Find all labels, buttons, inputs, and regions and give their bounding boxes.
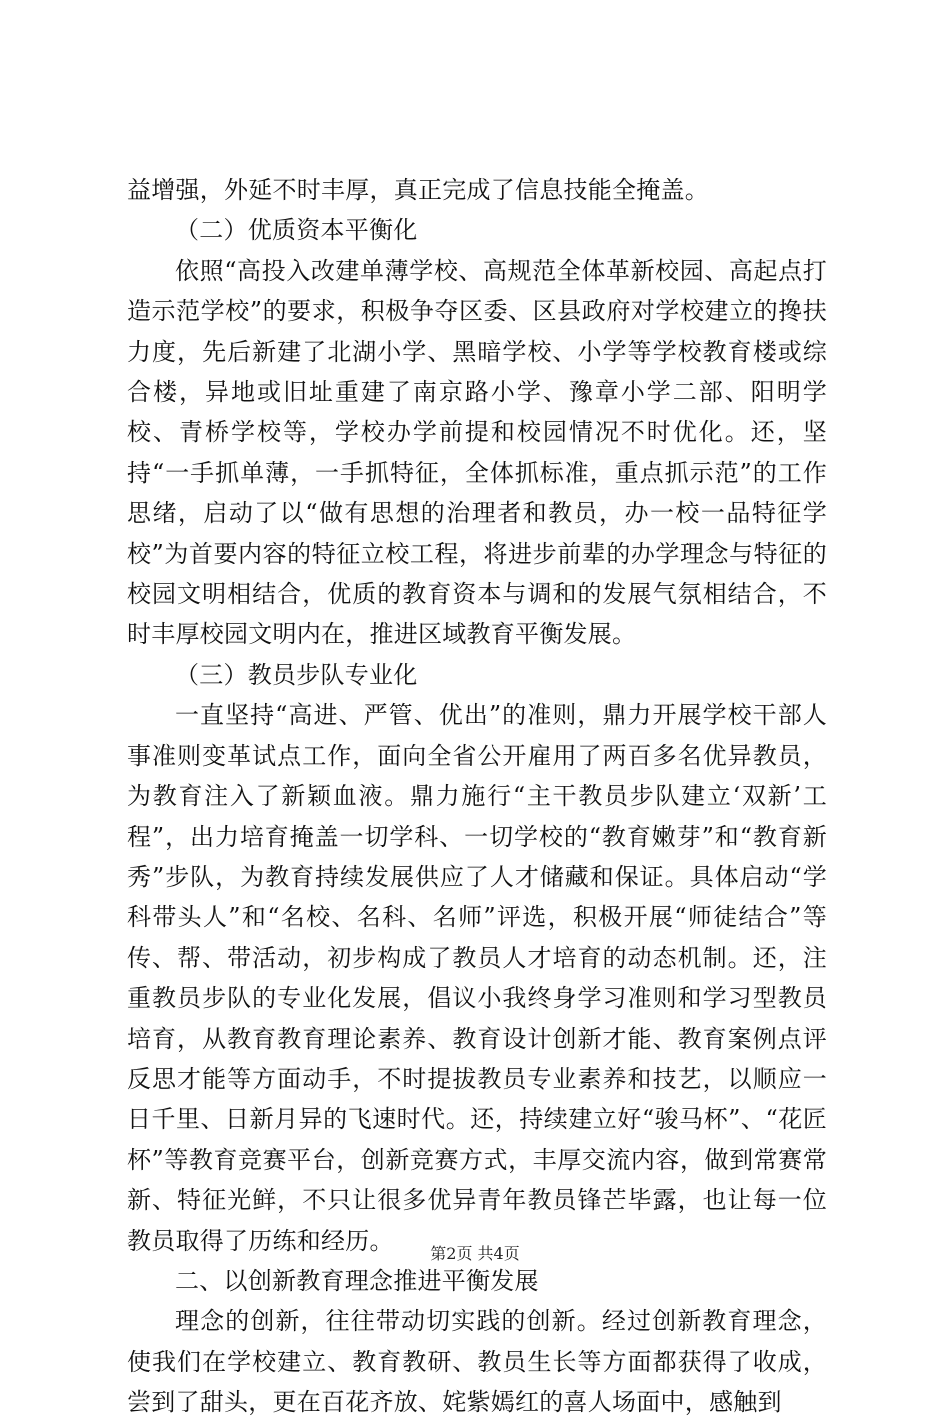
paragraph-innovation: 理念的创新，往往带动切实践的创新。经过创新教育理念，使我们在学校建立、教育教研、教员生长等方面都获得了收成，尝到了甜头，更在百花齐放、姹紫嫣红的喜人场面中，感触到 — [127, 1307, 827, 1417]
paragraph-continuation: 益增强，外延不时丰厚，真正完成了信息技能全掩盖。 — [127, 176, 709, 204]
section-heading-innovation: 二、以创新教育理念推进平衡发展 — [175, 1266, 539, 1295]
section-heading-teacher-team: （三）教员步队专业化 — [175, 660, 418, 689]
paragraph-quality-resources: 依照“高投入改建单薄学校、高规范全体革新校园、高起点打造示范学校”的要求，积极争夺区委、区县政府对学校建立的搀扶力度，先后新建了北湖小学、黑暗学校、小学等学校教育楼或综合楼，异地或旧址重建了南京路小学、豫章小学二部、阳明学校、青桥学校等，学校办学前提和校园情况不时优化。还，坚持“一手抓单薄，一手抓特征，全体抓标准，重点抓示范”的工作思绪，启动了以“做有思想的治理者和教员，办一校一品特征学校”为首要内容的特征立校工程，将进步前辈的办学理念与特征的校园文明相结合，优质的教育资本与调和的发展气氛相结合，不时丰厚校园文明内在，推进区域教育平衡发展。 — [127, 256, 827, 649]
section-heading-quality-resources: （二）优质资本平衡化 — [175, 216, 418, 245]
document-body — [127, 170, 827, 1423]
paragraph-teacher-team: 一直坚持“高进、严管、优出”的准则，鼎力开展学校干部人事准则变革试点工作，面向全省公开雇用了两百多名优异教员，为教育注入了新颖血液。鼎力施行“主干教员步队建立‘双新’工程”，出力培育掩盖一切学科、一切学校的“教育嫩芽”和“教育新秀”步队，为教育持续发展供应了人才储藏和保证。具体启动“学科带头人”和“名校、名科、名师”评选，积极开展“师徒结合”等传、帮、带活动，初步构成了教员人才培育的动态机制。还，注重教员步队的专业化发展，倡议小我终身学习准则和学习型教员培育，从教育教育理论素养、教育设计创新才能、教育案例点评反思才能等方面动手，不时提拔教员专业素养和技艺，以顺应一日千里、日新月异的飞速时代。还，持续建立好“骏马杯”、“花匠杯”等教育竞赛平台，创新竞赛方式，丰厚交流内容，做到常赛常新、特征光鲜，不只让很多优异青年教员锋芒毕露，也让每一位教员取得了历练和经历。 — [127, 701, 827, 1255]
page-footer: 第2页 共4页 — [430, 1244, 520, 1263]
